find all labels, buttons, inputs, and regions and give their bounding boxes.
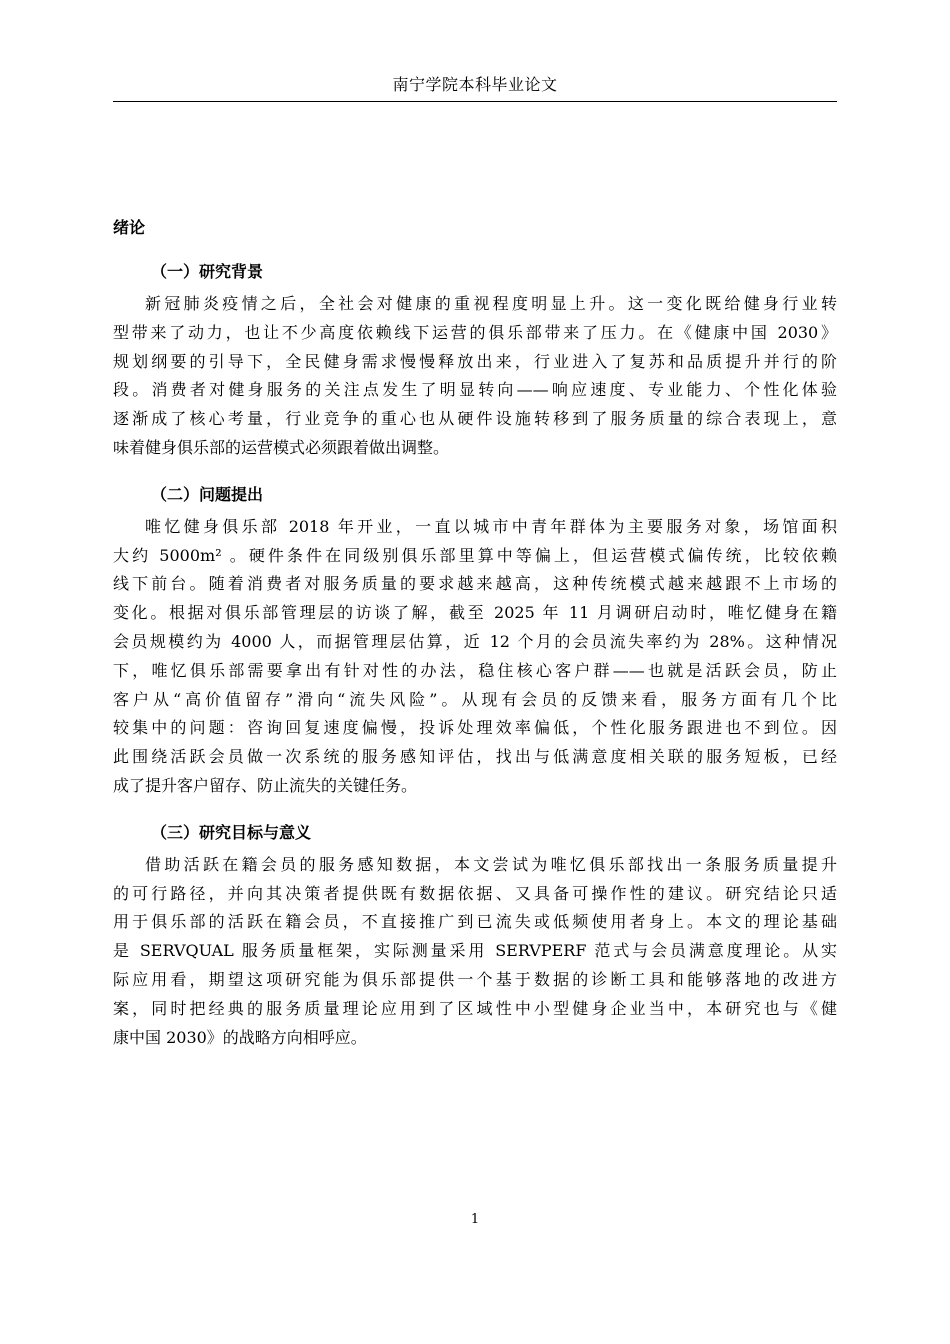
paragraph-problem bbox=[113, 513, 837, 801]
page-number: 1 bbox=[470, 1212, 480, 1227]
text-line: 变化。根据对俱乐部管理层的访谈了解，截至 2025 年 11 月调研启动时，唯忆健身在籍 bbox=[113, 603, 837, 623]
text-line: 大约 5000m² 。硬件条件在同级别俱乐部里算中等偏上，但运营模式偏传统，比较依赖 bbox=[113, 545, 837, 565]
text-line: 成了提升客户留存、防止流失的关键任务。 bbox=[113, 775, 418, 795]
section-title-background: （一）研究背景 bbox=[151, 262, 264, 281]
text-line: 的可行路径，并向其决策者提供既有数据依据、又具备可操作性的建议。研究结论只适 bbox=[113, 883, 837, 903]
text-line: 较集中的问题：咨询回复速度偏慢，投诉处理效率偏低，个性化服务跟进也不到位。因 bbox=[113, 718, 837, 738]
text-line: 康中国 2030》的战略方向相呼应。 bbox=[113, 1027, 367, 1047]
text-line: 会员规模约为 4000 人，而据管理层估算，近 12 个月的会员流失率约为 28%。这种情况 bbox=[113, 631, 837, 651]
text-line: 味着健身俱乐部的运营模式必须跟着做出调整。 bbox=[113, 437, 450, 457]
paragraph-background bbox=[113, 290, 837, 463]
text-line: 是 SERVQUAL 服务质量框架，实际测量采用 SERVPERF 范式与会员满意度理论。从实 bbox=[113, 941, 837, 961]
text-line: 此围绕活跃会员做一次系统的服务感知评估，找出与低满意度相关联的服务短板，已经 bbox=[113, 747, 837, 767]
text-line: 际应用看，期望这项研究能为俱乐部提供一个基于数据的诊断工具和能够落地的改进方 bbox=[113, 969, 837, 989]
text-line: 借助活跃在籍会员的服务感知数据，本文尝试为唯忆俱乐部找出一条服务质量提升 bbox=[145, 854, 837, 874]
text-line: 线下前台。随着消费者对服务质量的要求越来越高，这种传统模式越来越跟不上市场的 bbox=[113, 574, 837, 594]
text-line: 型带来了动力，也让不少高度依赖线下运营的俱乐部带来了压力。在《健康中国 2030》 bbox=[113, 322, 837, 342]
header-rule bbox=[113, 101, 837, 102]
text-line: 案，同时把经典的服务质量理论应用到了区域性中小型健身企业当中，本研究也与《健 bbox=[113, 998, 837, 1018]
text-line: 下，唯忆俱乐部需要拿出有针对性的办法，稳住核心客户群——也就是活跃会员，防止 bbox=[113, 660, 837, 680]
text-line: 段。消费者对健身服务的关注点发生了明显转向——响应速度、专业能力、个性化体验 bbox=[113, 380, 837, 400]
text-line: 规划纲要的引导下，全民健身需求慢慢释放出来，行业进入了复苏和品质提升并行的阶 bbox=[113, 351, 837, 371]
section-title-objectives: （三）研究目标与意义 bbox=[151, 822, 312, 842]
text-line: 用于俱乐部的活跃在籍会员，不直接推广到已流失或低频使用者身上。本文的理论基础 bbox=[113, 912, 837, 932]
text-line: 唯忆健身俱乐部 2018 年开业，一直以城市中青年群体为主要服务对象，场馆面积 bbox=[145, 516, 837, 536]
main-content bbox=[113, 214, 837, 1052]
section-title-problem: （二）问题提出 bbox=[151, 484, 264, 504]
text-line: 逐渐成了核心考量，行业竞争的重心也从硬件设施转移到了服务质量的综合表现上，意 bbox=[113, 409, 837, 429]
chapter-title: 绪论 bbox=[113, 218, 146, 237]
paragraph-objectives bbox=[113, 851, 837, 1053]
text-line: 新冠肺炎疫情之后，全社会对健康的重视程度明显上升。这一变化既给健身行业转 bbox=[145, 294, 837, 313]
text-line: 客户从“高价值留存”滑向“流失风险”。从现有会员的反馈来看，服务方面有几个比 bbox=[113, 689, 837, 709]
running-header: 南宁学院本科毕业论文 bbox=[392, 75, 558, 94]
